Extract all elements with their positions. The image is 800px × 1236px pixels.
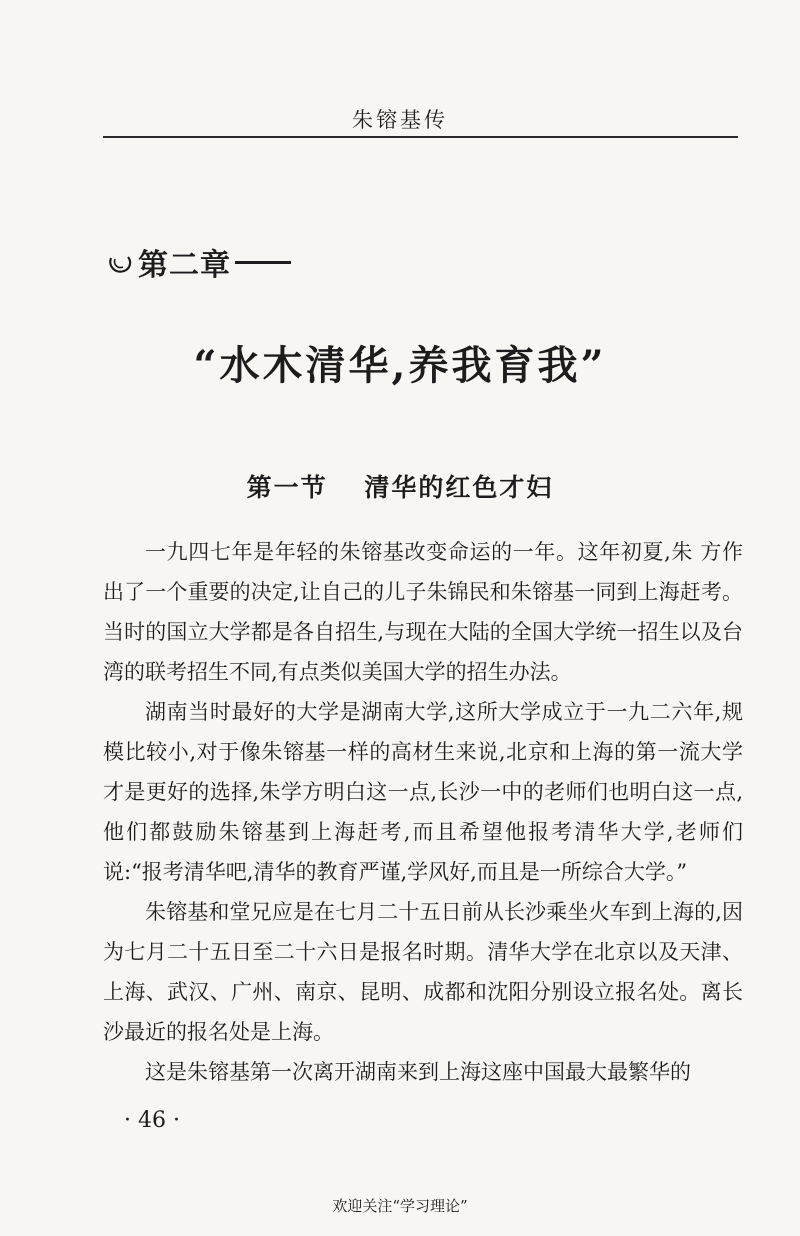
paragraph: 这是朱镕基第一次离开湖南来到上海这座中国最大最繁华的 — [145, 1060, 691, 1084]
page-number: · 46 · — [124, 1108, 180, 1133]
body-text — [103, 532, 743, 1092]
chapter-dash — [235, 261, 291, 264]
paragraph: 一九四七年是年轻的朱镕基改变命运的一年。这年初夏,朱 方作出了一个重要的决定,让自己的儿子朱锦民和朱镕基一同到上海赶考。当时的国立大学都是各自招生,与现在大陆的全国大学统一招生以及台湾的联考招生不同,有点类似美国大学的招生办法。 — [103, 540, 743, 684]
section-title: 第一节 清华的红色才妇 — [246, 473, 554, 502]
footer-note: 欢迎关注“学习理论” — [332, 1197, 468, 1215]
paragraph: 湖南当时最好的大学是湖南大学,这所大学成立于一九二六年,规模比较小,对于像朱镕基一样的高材生来说,北京和上海的第一流大学才是更好的选择,朱学方明白这一点,长沙一中的老师们也明白这一点,他们都鼓励朱镕基到上海赶考,而且希望他报考清华大学,老师们说:“报考清华吧,清华的教育严谨,学风好,而且是一所综合大学。” — [103, 700, 743, 884]
running-header: 朱镕基传 — [352, 108, 448, 132]
paragraph: 朱镕基和堂兄应是在七月二十五日前从长沙乘坐火车到上海的,因为七月二十五日至二十六日是报名时期。清华大学在北京以及天津、上海、武汉、广州、南京、昆明、成都和沈阳分别设立报名处。离长沙最近的报名处是上海。 — [103, 900, 743, 1044]
chapter-heading — [106, 240, 291, 284]
header-rule — [103, 136, 738, 138]
chapter-title: “水木清华,养我育我” — [193, 342, 607, 389]
swirl-ornament-icon — [106, 248, 134, 276]
chapter-label: 第二章 — [138, 248, 231, 283]
